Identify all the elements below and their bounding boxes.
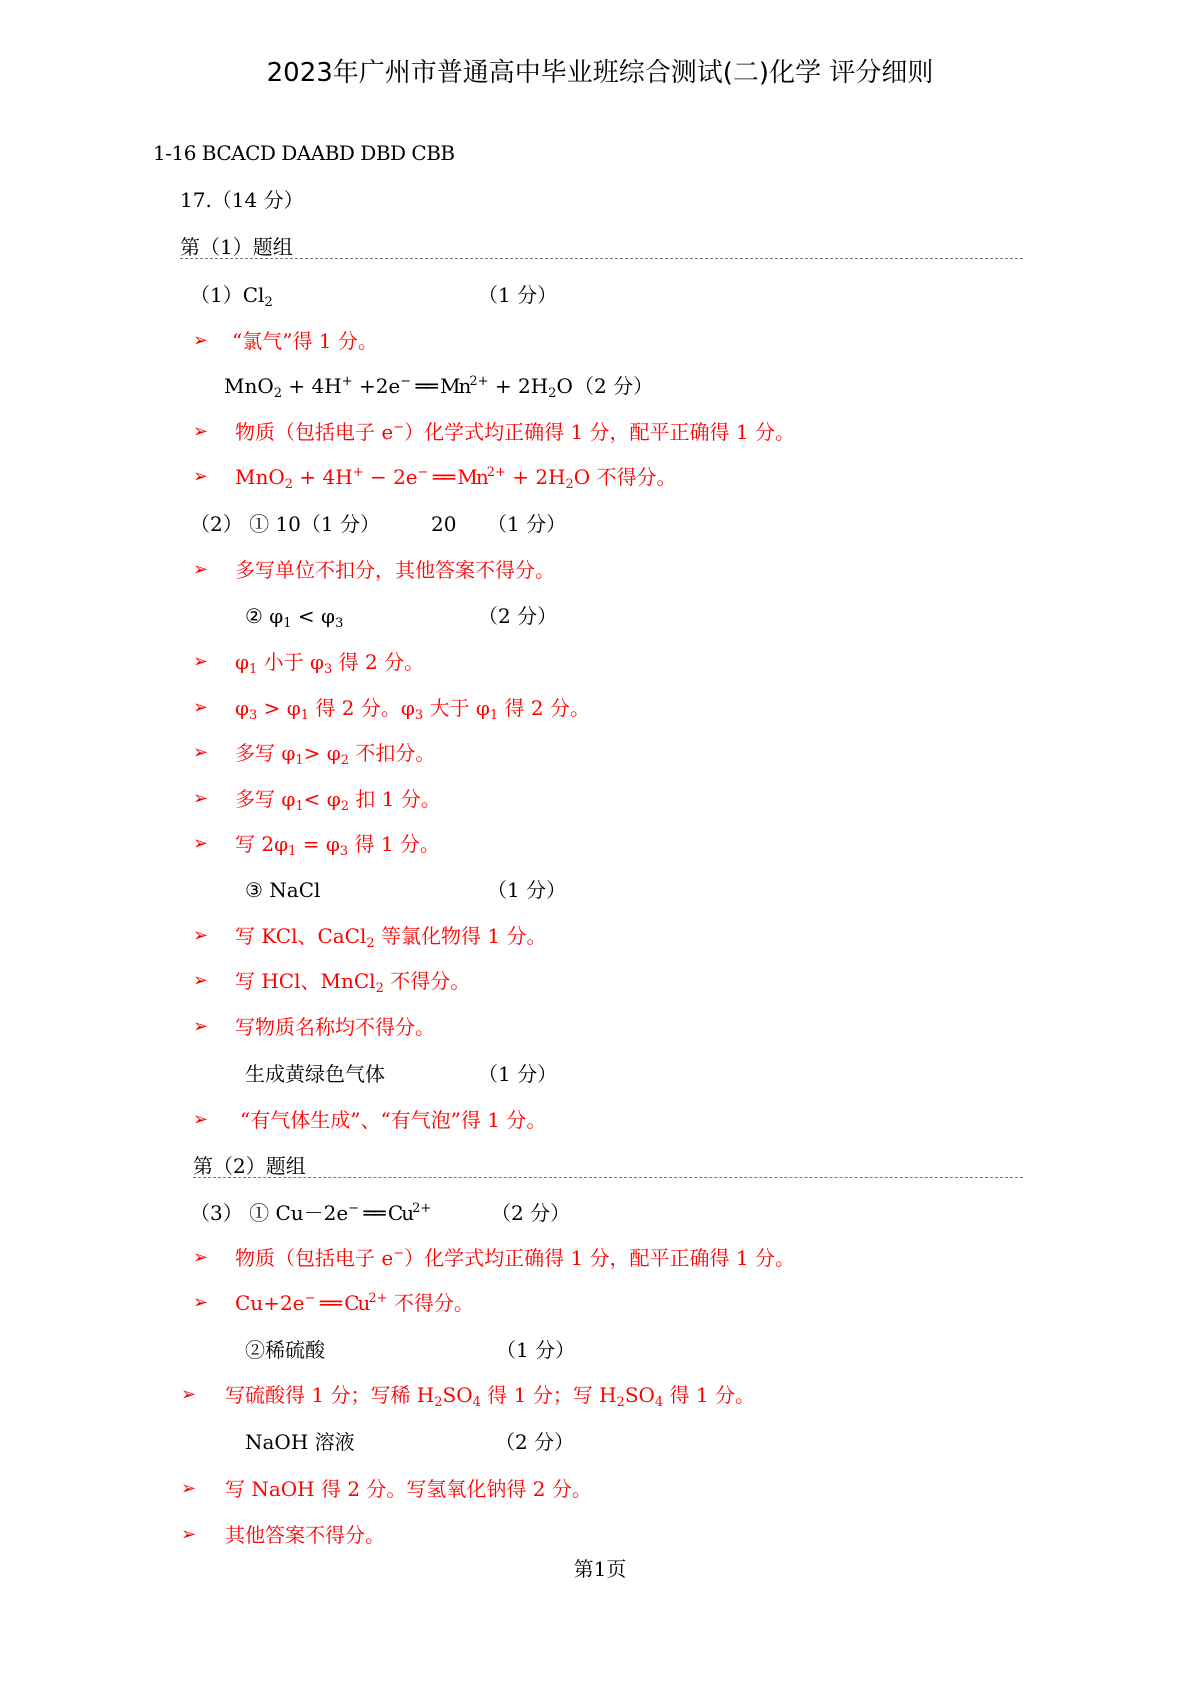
answer-line: 生成黄绿色气体 <box>245 1062 385 1086</box>
arrow-icon: ➢ <box>193 466 209 487</box>
criterion: 写 KCl、CaCl$_2$ 等氯化物得 1 分。 <box>235 924 547 951</box>
answer-line: NaOH 溶液 <box>245 1430 355 1454</box>
criterion: “氯气”得 1 分。 <box>232 329 378 353</box>
criterion: 写 $2\varphi_1 = \varphi_3$ 得 1 分。 <box>235 832 440 859</box>
page-footer: 第1页 <box>573 1557 627 1581</box>
arrow-icon: ➢ <box>193 742 209 763</box>
group2-divider <box>193 1177 1023 1178</box>
group1-label: 第（1）题组 <box>180 235 293 259</box>
score: （2 分） <box>495 1430 575 1454</box>
arrow-icon: ➢ <box>193 697 209 718</box>
criterion: $\varphi_3 > \varphi_1$ 得 2 分。$\varphi_3$ 大于 $\varphi_1$ 得 2 分。 <box>235 696 590 723</box>
criterion: Cu+2e− ══ $Cu^{2+}$ 不得分。 <box>235 1291 474 1315</box>
answer-line: （2） ① 10（1 分） <box>190 512 380 536</box>
arrow-icon: ➢ <box>181 1384 197 1405</box>
arrow-icon: ➢ <box>193 651 209 672</box>
answer-line: ②稀硫酸 <box>245 1338 325 1362</box>
criterion: “有气体生成”、“有气泡”得 1 分。 <box>240 1108 547 1132</box>
equation-line: MnO$_2$ + 4H+ +2e− ══ $Mn^{2+} + 2H_2O$ <box>224 374 573 401</box>
answer-line: ② $\varphi_1 < \varphi_3$ <box>245 604 344 631</box>
arrow-icon: ➢ <box>193 833 209 854</box>
criterion: 多写 $\varphi_1> \varphi_2$ 不扣分。 <box>235 741 436 768</box>
answer-value: 20 <box>431 512 457 536</box>
score: （1 分） <box>496 1338 576 1362</box>
arrow-icon: ➢ <box>193 1247 209 1268</box>
criterion: 物质（包括电子 e−）化学式均正确得 1 分，配平正确得 1 分。 <box>235 420 795 444</box>
score: （2 分） <box>491 1201 571 1225</box>
criterion: 多写单位不扣分，其他答案不得分。 <box>235 558 555 582</box>
equation-line: （3） ① Cu－2e− ══ $Cu^{2+}$ <box>190 1201 432 1225</box>
criterion: 多写 $\varphi_1< \varphi_2$ 扣 1 分。 <box>235 787 441 814</box>
criterion: 物质（包括电子 e−）化学式均正确得 1 分，配平正确得 1 分。 <box>235 1246 795 1270</box>
criterion: MnO$_2$ + 4H+ − 2e− ══ $Mn^{2+} + 2H_2O$ 不得分。 <box>235 465 677 492</box>
arrow-icon: ➢ <box>193 1292 209 1313</box>
group1-divider <box>180 258 1023 259</box>
score: （1 分） <box>487 878 567 902</box>
arrow-icon: ➢ <box>193 559 209 580</box>
criterion: 写硫酸得 1 分；写稀 $H_2SO_4$ 得 1 分；写 $H_2SO_4$ 得 1 分。 <box>225 1383 755 1410</box>
mc-answers: 1-16 BCACD DAABD DBD CBB <box>153 141 455 165</box>
score: （2 分） <box>478 604 558 628</box>
score: （2 分） <box>574 374 654 398</box>
score: （1 分） <box>478 283 558 307</box>
arrow-icon: ➢ <box>193 788 209 809</box>
criterion: 写 NaOH 得 2 分。写氢氧化钠得 2 分。 <box>225 1477 592 1501</box>
arrow-icon: ➢ <box>181 1478 197 1499</box>
q17-header: 17.（14 分） <box>180 188 304 212</box>
arrow-icon: ➢ <box>193 925 209 946</box>
answer-line: ③ NaCl <box>245 878 321 902</box>
arrow-icon: ➢ <box>193 970 209 991</box>
arrow-icon: ➢ <box>181 1524 197 1545</box>
arrow-icon: ➢ <box>193 1109 209 1130</box>
criterion: 写物质名称均不得分。 <box>235 1015 435 1039</box>
criterion: $\varphi_1$ 小于 $\varphi_3$ 得 2 分。 <box>235 650 425 677</box>
arrow-icon: ➢ <box>193 421 209 442</box>
criterion: 其他答案不得分。 <box>225 1523 385 1547</box>
criterion: 写 HCl、MnCl$_2$ 不得分。 <box>235 969 471 996</box>
answer-line: $(1)Cl_2$ <box>190 283 273 310</box>
group2-label: 第（2）题组 <box>193 1154 306 1178</box>
arrow-icon: ➢ <box>193 330 209 351</box>
score: （1 分） <box>487 512 567 536</box>
score: （1 分） <box>478 1062 558 1086</box>
page-title: 2023年广州市普通高中毕业班综合测试(二)化学 评分细则 <box>266 58 934 88</box>
arrow-icon: ➢ <box>193 1016 209 1037</box>
